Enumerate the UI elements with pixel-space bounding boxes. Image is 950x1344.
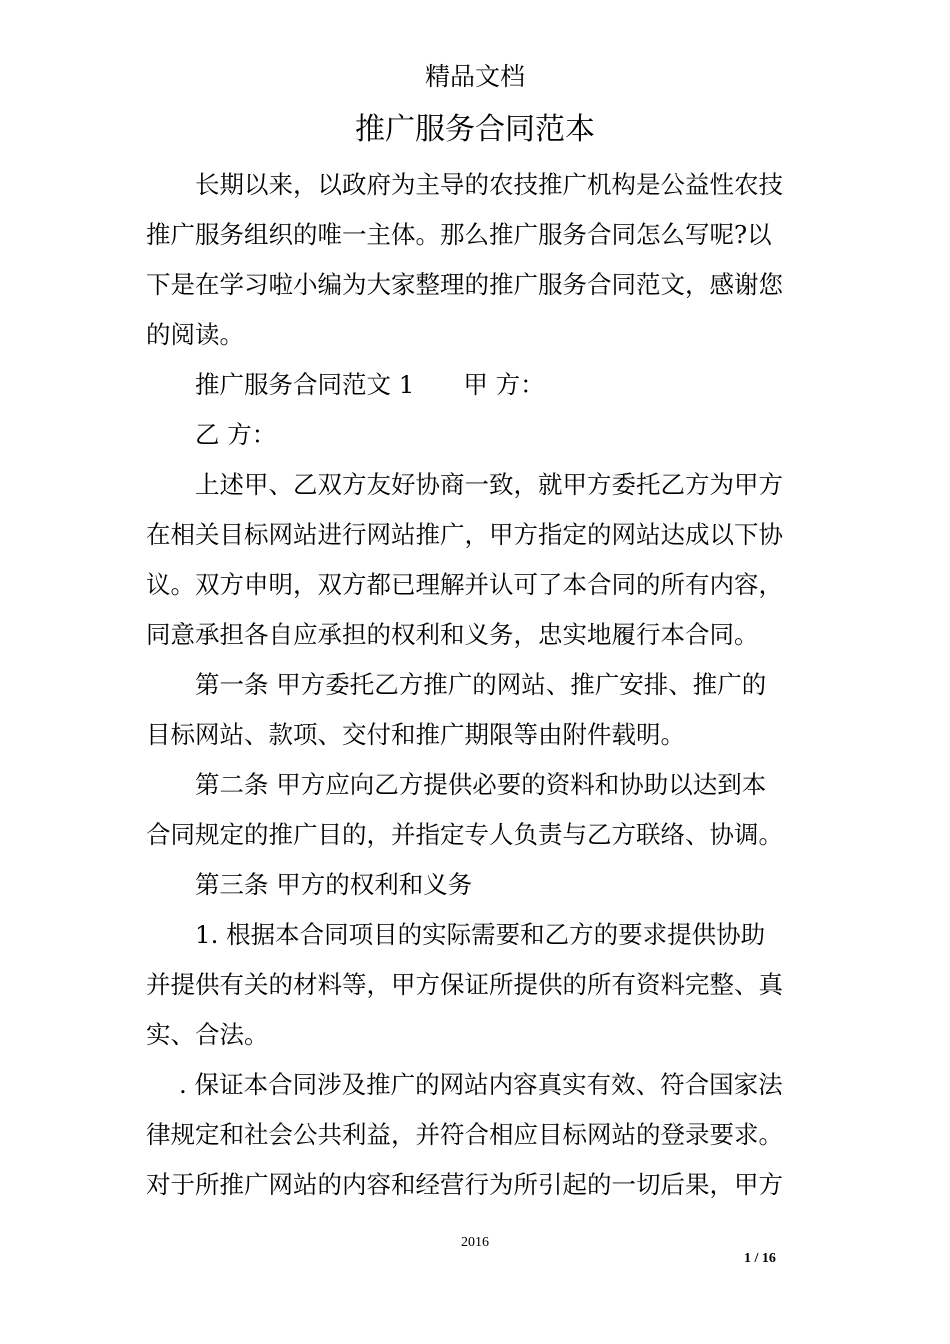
paragraph-line: 上述甲、乙双方友好协商一致，就甲方委托乙方为甲方	[195, 470, 783, 499]
paragraph-line: 长期以来，以政府为主导的农技推广机构是公益性农技	[195, 170, 783, 199]
paragraph-line: 推广服务组织的唯一主体。那么推广服务合同怎么写呢?以	[146, 220, 772, 249]
paragraph-line: 并提供有关的材料等，甲方保证所提供的所有资料完整、真	[146, 970, 783, 999]
paragraph-line: . 保证本合同涉及推广的网站内容真实有效、符合国家法	[179, 1070, 783, 1099]
page-header: 精品文档	[424, 62, 525, 91]
paragraph-line: 目标网站、款项、交付和推广期限等由附件载明。	[146, 720, 685, 749]
footer-year: 2016	[461, 1235, 489, 1250]
paragraph-line: 第三条 甲方的权利和义务	[195, 870, 473, 899]
paragraph-line: 议。双方申明，双方都已理解并认可了本合同的所有内容，	[146, 570, 783, 599]
paragraph-line: 1. 根据本合同项目的实际需要和乙方的要求提供协助	[195, 920, 766, 949]
paragraph-line: 乙 方：	[195, 420, 277, 449]
paragraph-line: 下是在学习啦小编为大家整理的推广服务合同范文，感谢您	[146, 270, 783, 299]
paragraph-line: 合同规定的推广目的，并指定专人负责与乙方联络、协调。	[146, 820, 783, 849]
paragraph-line: 第二条 甲方应向乙方提供必要的资料和协助以达到本	[195, 770, 767, 799]
paragraph-line: 的阅读。	[146, 320, 244, 349]
paragraph-line: 同意承担各自应承担的权利和义务，忠实地履行本合同。	[146, 620, 759, 649]
document-title: 推广服务合同范本	[355, 112, 595, 147]
paragraph-line: 实、合法。	[146, 1020, 269, 1049]
paragraph-line: 律规定和社会公共利益，并符合相应目标网站的登录要求。	[146, 1120, 783, 1149]
paragraph-line: 对于所推广网站的内容和经营行为所引起的一切后果，甲方	[146, 1170, 783, 1199]
document-body	[146, 160, 836, 1210]
paragraph-line: 在相关目标网站进行网站推广，甲方指定的网站达成以下协	[146, 520, 783, 549]
paragraph-line: 推广服务合同范文 1 甲 方：	[195, 370, 545, 399]
page-number: 1 / 16	[744, 1251, 776, 1266]
paragraph-line: 第一条 甲方委托乙方推广的网站、推广安排、推广的	[195, 670, 767, 699]
